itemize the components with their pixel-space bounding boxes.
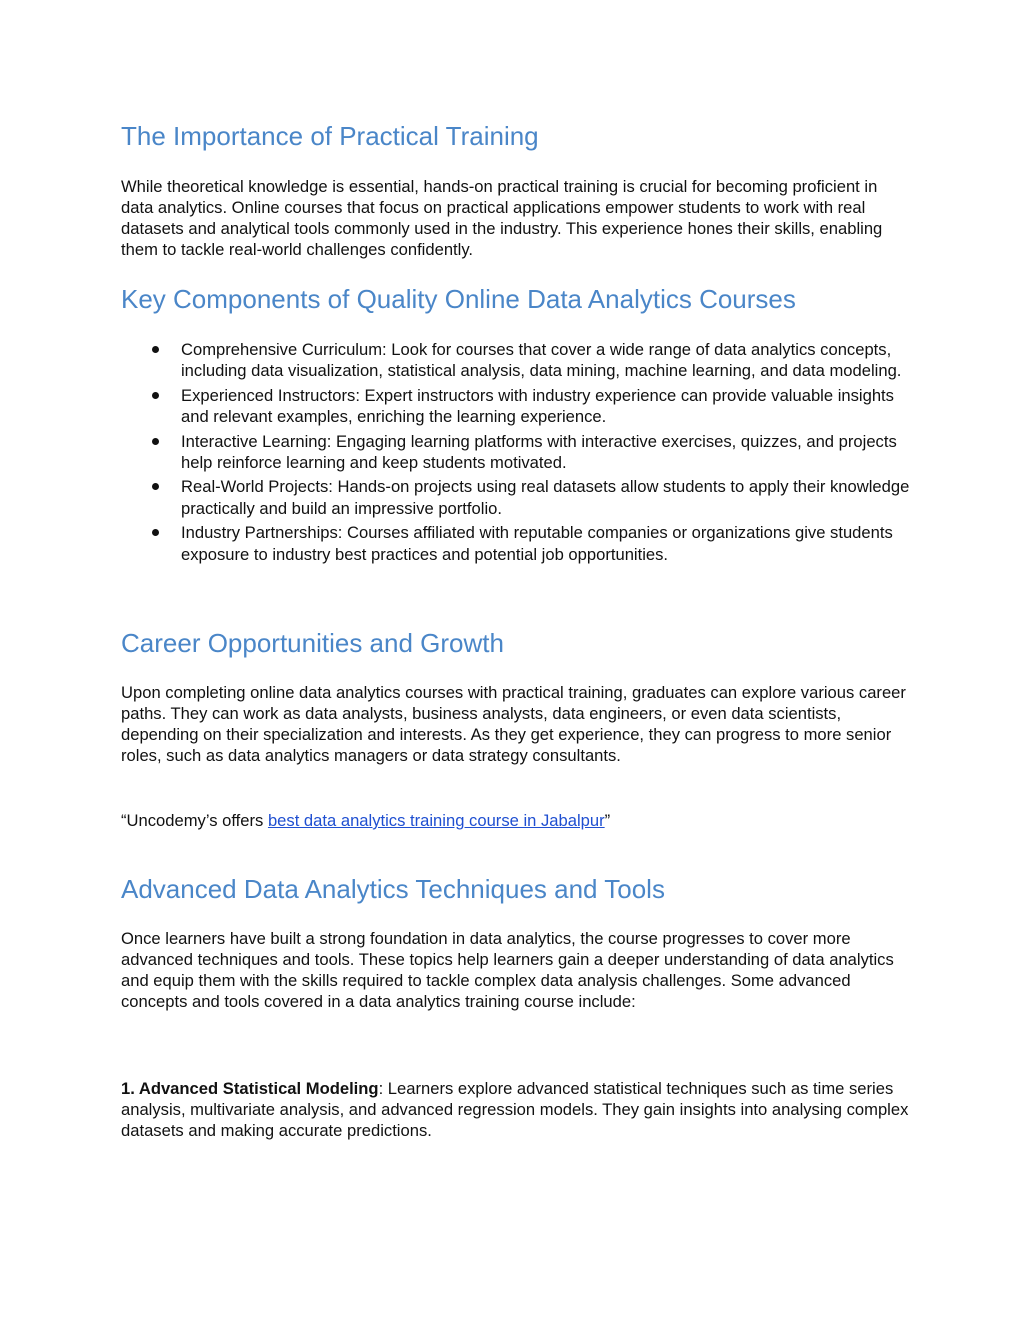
components-list — [121, 339, 911, 568]
heading-advanced-techniques: Advanced Data Analytics Techniques and Tools — [121, 874, 665, 904]
list-item: Comprehensive Curriculum: Look for courses that cover a wide range of data analytics concepts, including data visualization, statistical analysis, data mining, machine learning, and data modeling. — [121, 339, 911, 382]
training-course-link[interactable]: best data analytics training course in Jabalpur — [267, 811, 605, 830]
bullet-icon — [152, 438, 159, 445]
promo-quote: “Uncodemy’s offers best data analytics training course in Jabalpur” — [121, 811, 611, 830]
list-item: Interactive Learning: Engaging learning platforms with interactive exercises, quizzes, and projects help reinforce learning and keep students motivated. — [121, 431, 911, 474]
bullet-icon — [152, 346, 159, 353]
bullet-icon — [152, 392, 159, 399]
list-item: Industry Partnerships: Courses affiliated with reputable companies or organizations give students exposure to industry best practices and potential job opportunities. — [121, 522, 911, 565]
bullet-icon — [152, 529, 159, 536]
paragraph-advanced-techniques: Once learners have built a strong foundation in data analytics, the course progresses to cover more advanced techniques and tools. These topics help learners gain a deeper understanding of data analytics and equip them with the skills required to tackle complex data analysis challenges. Some advanced concepts and tools covered in a data analytics training course include: — [121, 929, 894, 1011]
list-item: Experienced Instructors: Expert instructors with industry experience can provide valuable insights and relevant examples, enriching the learning experience. — [121, 385, 911, 428]
bullet-icon — [152, 483, 159, 490]
advanced-item-statistical-modeling — [121, 1078, 911, 1141]
list-item: Real-World Projects: Hands-on projects using real datasets allow students to apply their knowledge practically and build an impressive portfolio. — [121, 476, 911, 519]
item-body: : Learners explore advanced statistical techniques such as time series analysis, multivariate analysis, and advanced regression models. They gain insights into analysing complex datasets and making accurate predictions. — [121, 1079, 909, 1140]
heading-career-opportunities: Career Opportunities and Growth — [121, 628, 504, 658]
item-title: 1. Advanced Statistical Modeling — [121, 1079, 379, 1098]
heading-practical-training: The Importance of Practical Training — [121, 121, 539, 151]
heading-key-components: Key Components of Quality Online Data Analytics Courses — [121, 284, 796, 314]
paragraph-career-opportunities: Upon completing online data analytics courses with practical training, graduates can explore various career paths. They can work as data analysts, business analysts, data engineers, or even data scientists, depending on their specialization and interests. As they get experience, they can progress to more senior roles, such as data analytics managers or data strategy consultants. — [121, 683, 906, 765]
paragraph-practical-training: While theoretical knowledge is essential, hands-on practical training is crucial for becoming proficient in data analytics. Online courses that focus on practical applications empower students to work with real datasets and analytical tools commonly used in the industry. This experience hones their skills, enabling them to tackle real-world challenges confidently. — [121, 177, 883, 259]
